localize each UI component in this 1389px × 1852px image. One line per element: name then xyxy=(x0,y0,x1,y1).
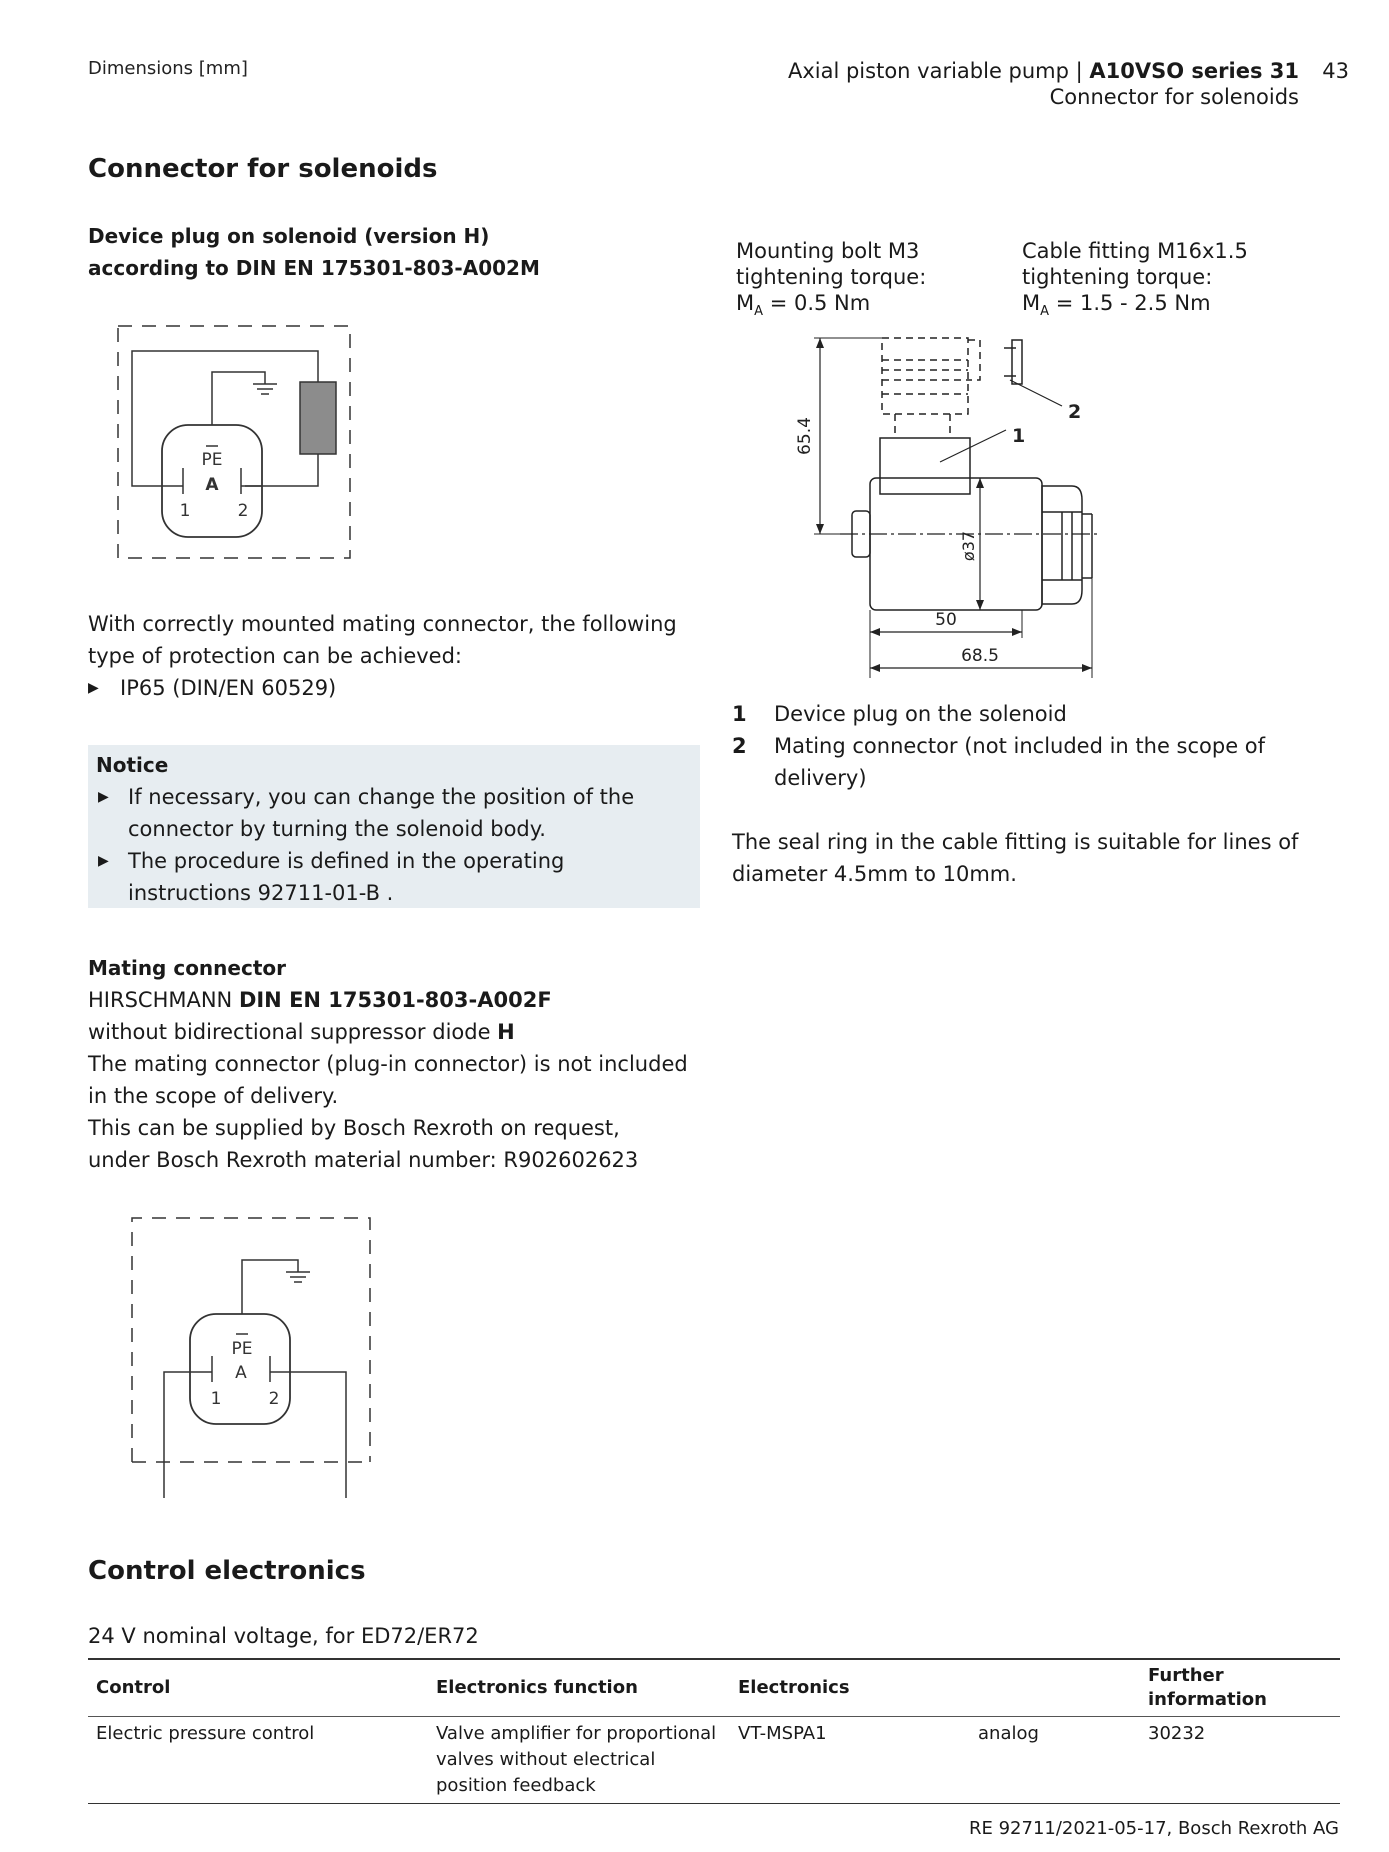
schematic2-a-label: A xyxy=(235,1363,247,1383)
device-plug-heading-line2: according to DIN EN 175301-803-A002M xyxy=(88,256,540,280)
mounting-bolt-label-line1: Mounting bolt M3 xyxy=(736,239,920,263)
mating-line4: in the scope of delivery. xyxy=(88,1084,339,1108)
legend-item-2-line1: Mating connector (not included in the scope of xyxy=(774,734,1266,758)
mounting-bolt-torque-val: = 0.5 Nm xyxy=(763,291,871,315)
table-cell-function xyxy=(428,1717,730,1804)
table-header-further-information: Further information xyxy=(1140,1659,1340,1717)
mounting-bolt-label-line2: tightening torque: xyxy=(736,265,927,289)
device-plug-heading-line1: Device plug on solenoid (version H) xyxy=(88,224,490,248)
cable-fitting-label xyxy=(1022,238,1248,325)
seal-ring-text-line2: diameter 4.5mm to 10mm. xyxy=(732,862,1017,886)
notice-bullet-1-line1: ▶ If necessary, you can change the position of the xyxy=(128,785,635,809)
protection-text-line1: With correctly mounted mating connector, the following xyxy=(88,612,677,636)
mating-connector-heading: Mating connector xyxy=(88,956,286,980)
table-cell-further-information: 30232 xyxy=(1140,1717,1340,1804)
table-cell-type: analog xyxy=(970,1717,1140,1804)
notice-title: Notice xyxy=(96,753,169,777)
cable-fitting-torque-val: = 1.5 - 2.5 Nm xyxy=(1049,291,1211,315)
dimension-diameter-label: ø37 xyxy=(959,530,978,562)
notice-box xyxy=(88,745,700,908)
mating-line3: The mating connector (plug-in connector) is not included xyxy=(88,1052,688,1076)
header-title xyxy=(787,58,1349,110)
mating-line2 xyxy=(88,1016,748,1048)
table-header-row xyxy=(88,1659,1340,1717)
device-plug-heading xyxy=(88,220,540,284)
protection-bullet: ▶ IP65 (DIN/EN 60529) xyxy=(88,672,728,704)
header-title-prefix: Axial piston variable pump | xyxy=(787,59,1090,83)
cable-fitting-label-line2: tightening torque: xyxy=(1022,265,1213,289)
voltage-note: 24 V nominal voltage, for ED72/ER72 xyxy=(88,1624,479,1648)
mating-line6: under Bosch Rexroth material number: R902602623 xyxy=(88,1148,639,1172)
notice-bullet-2-line1: ▶ The procedure is defined in the operating xyxy=(128,849,565,873)
callout-1: 1 xyxy=(1012,425,1026,447)
dimension-height-label: 65.4 xyxy=(795,417,815,455)
device-plug-schematic xyxy=(110,318,360,568)
protection-text xyxy=(88,608,728,704)
protection-text-line2: type of protection can be achieved: xyxy=(88,644,463,668)
mating-connector-block xyxy=(88,952,748,1176)
cable-fitting-torque-m: M xyxy=(1022,291,1041,315)
table-cell-function-line2: valves without electrical xyxy=(436,1749,656,1770)
solenoid-dimension-drawing xyxy=(780,318,1110,678)
drawing-legend xyxy=(732,698,1352,794)
legend-item-2-line2: delivery) xyxy=(774,766,867,790)
table-header-blank xyxy=(970,1659,1140,1717)
section-title-control-electronics: Control electronics xyxy=(88,1556,366,1586)
table-header-control: Control xyxy=(88,1659,428,1717)
legend-item-1 xyxy=(732,698,1352,730)
dimension-50-label: 50 xyxy=(935,610,957,630)
mating-line5: This can be supplied by Bosch Rexroth on request, xyxy=(88,1116,620,1140)
schematic1-pin1-label: 1 xyxy=(179,501,191,521)
mating-line2-bold: H xyxy=(497,1020,515,1044)
header-subtitle: Connector for solenoids xyxy=(1049,85,1299,109)
control-electronics-table xyxy=(88,1658,1340,1804)
mounting-bolt-torque-sub: A xyxy=(754,304,764,320)
callout-2: 2 xyxy=(1068,401,1082,423)
table-header-electronics: Electronics xyxy=(730,1659,970,1717)
seal-ring-text-line1: The seal ring in the cable fitting is suitable for lines of xyxy=(732,830,1299,854)
mating-line2-prefix: without bidirectional suppressor diode xyxy=(88,1020,498,1044)
header-title-bold: A10VSO series 31 xyxy=(1089,59,1299,83)
table-cell-function-line3: position feedback xyxy=(436,1775,596,1796)
notice-bullet-1-line2: connector by turning the solenoid body. xyxy=(128,817,546,841)
mounting-bolt-torque-m: M xyxy=(736,291,755,315)
schematic1-pe-label: PE xyxy=(201,450,223,470)
legend-item-2 xyxy=(732,730,1352,794)
legend-item-2-text xyxy=(774,730,1265,794)
cable-fitting-label-line1: Cable fitting M16x1.5 xyxy=(1022,239,1248,263)
schematic1-a-label: A xyxy=(205,475,219,495)
schematic2-pin2-label: 2 xyxy=(268,1389,280,1409)
cable-fitting-torque-sub: A xyxy=(1040,304,1050,320)
dimension-685-label: 68.5 xyxy=(961,646,999,666)
schematic2-pin1-label: 1 xyxy=(210,1389,222,1409)
table-cell-control: Electric pressure control xyxy=(88,1717,428,1804)
mating-connector-schematic xyxy=(124,1210,384,1500)
notice-bullet-2-line2: instructions 92711-01-B . xyxy=(128,881,394,905)
schematic1-pin2-label: 2 xyxy=(237,501,249,521)
mating-line1 xyxy=(88,984,748,1016)
seal-ring-text xyxy=(732,826,1352,890)
page-number: 43 xyxy=(1322,59,1349,83)
footer-document-reference: RE 92711/2021-05-17, Bosch Rexroth AG xyxy=(968,1818,1339,1839)
table-cell-electronics: VT-MSPA1 xyxy=(730,1717,970,1804)
notice-bullet-2 xyxy=(96,845,692,909)
table-row xyxy=(88,1717,1340,1804)
legend-item-1-number: 1 xyxy=(732,702,747,726)
mating-line1-bold: DIN EN 175301-803-A002F xyxy=(238,988,552,1012)
legend-item-1-text: Device plug on the solenoid xyxy=(774,702,1067,726)
schematic2-pe-label: PE xyxy=(231,1339,253,1359)
legend-item-2-number: 2 xyxy=(732,734,747,758)
mating-line1-prefix: HIRSCHMANN xyxy=(88,988,239,1012)
table-cell-function-line1: Valve amplifier for proportional xyxy=(436,1723,717,1744)
notice-bullet-1 xyxy=(96,781,692,845)
table-header-electronics-function: Electronics function xyxy=(428,1659,730,1717)
mounting-bolt-label xyxy=(736,238,926,325)
section-title-connector: Connector for solenoids xyxy=(88,154,438,184)
header-section-label: Dimensions [mm] xyxy=(88,58,248,79)
